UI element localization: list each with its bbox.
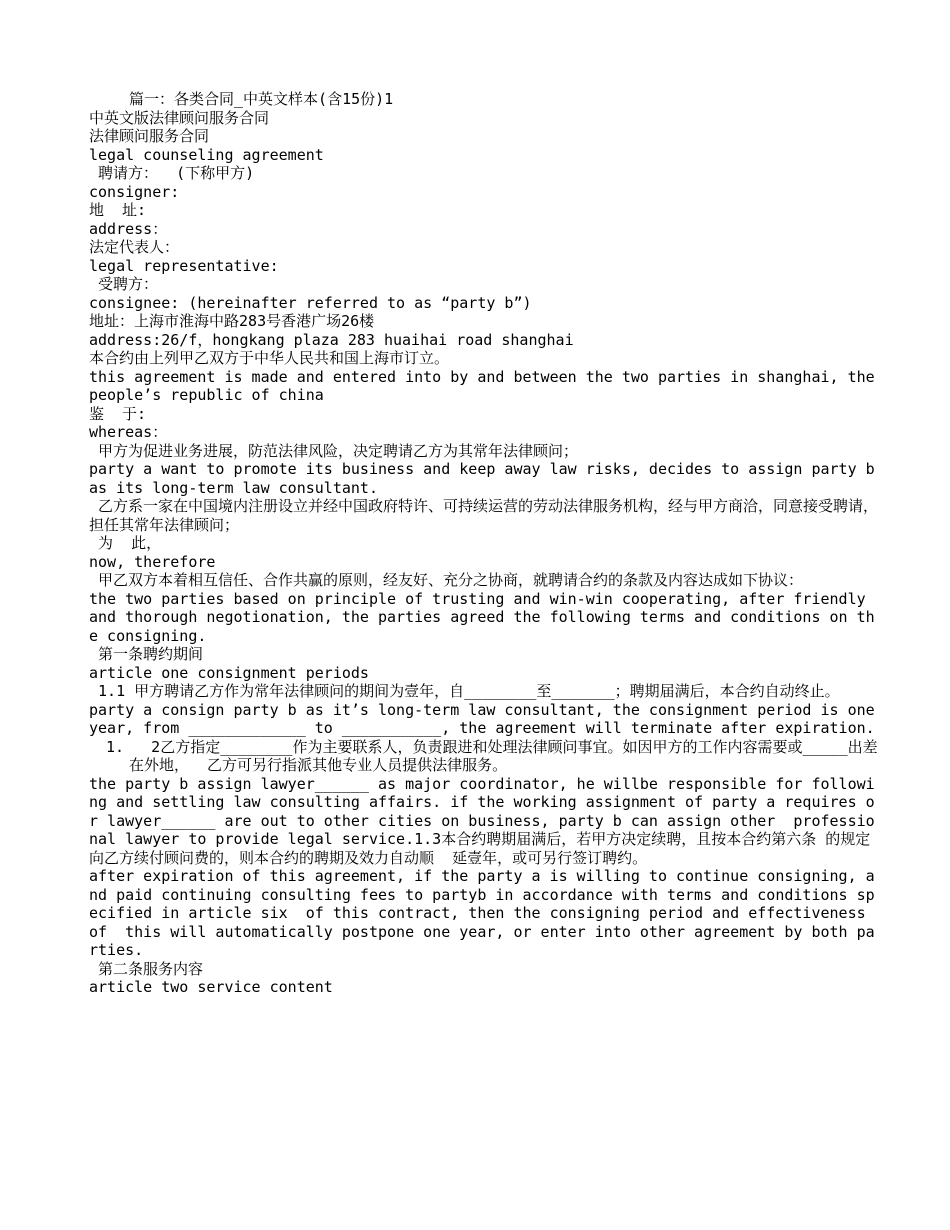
consignee-address-en: address:26/f，hongkang plaza 283 huaihai road shanghai <box>89 330 574 349</box>
contract-title-cn: 法律顾问服务合同 <box>89 127 210 145</box>
legal-rep-label-cn: 法定代表人： <box>89 238 180 256</box>
consignee-label-en: consignee: (hereinafter referred to as “party b”) <box>89 293 532 312</box>
clause-1-1-en: party a consign party b as it’s long-term law consultant, the consignment period is one year, from _____________ to ___________, the agreement will terminate after expiration. <box>89 700 884 737</box>
principle-cn: 甲乙双方本着相互信任、合作共赢的原则，经友好、充分之协商，就聘请合约的条款及内容达成如下协议： <box>89 571 804 589</box>
whereas-en: whereas： <box>89 423 168 441</box>
article-two-heading-en: article two service content <box>89 978 333 996</box>
consignee-label-cn: 受聘方： <box>89 275 159 293</box>
whereas-cn: 鉴 于: <box>89 404 147 423</box>
clause-1-2-en: the party b assign lawyer______ as major coordinator, he willbe responsible for following and settling law consulting affairs. if the working assignment of party a requires or lawyer______ are out to other cities on business, party b can assign other professional lawyer to provide legal service.1.3本合约聘期届满后，若甲方决定续聘，且按本合约第六条 的规定向乙方续付顾问费的，则本合约的聘期及效力自动顺 延壹年，或可另行签订聘约。 <box>89 774 875 867</box>
address-label-en: address： <box>89 219 168 238</box>
article-one-heading-en: article one consignment periods <box>89 663 369 682</box>
consignee-address-cn: 地址：上海市淮海中路283号香港广场26楼 <box>89 312 375 330</box>
document-heading: 篇一：各类合同_中英文样本(含15份)1 <box>129 90 394 108</box>
recital-b-cn: 乙方系一家在中国境内注册设立并经中国政府特许、可持续运营的劳动法律服务机构，经与甲方商洽，同意接受聘请，担任其常年法律顾问； <box>89 497 879 534</box>
clause-1-1-cn: 1.1 甲方聘请乙方作为常年法律顾问的期间为壹年，自________至_______；聘期届满后，本合约自动终止。 <box>89 682 840 700</box>
consigner-label-cn: 聘请方： (下称甲方) <box>89 164 255 182</box>
recital-a-cn: 甲方为促进业务进展，防范法律风险，决定聘请乙方为其常年法律顾问； <box>89 441 579 460</box>
therefore-en: now, therefore <box>89 552 216 571</box>
principle-en: the two parties based on principle of trusting and win-win cooperating, after friendly and thorough negotionation, the parties agreed the following terms and conditions on the consigning. <box>89 589 875 645</box>
clause-1-2-cn: 1. 2乙方指定________作为主要联系人，负责跟进和处理法律顾问事宜。如因甲方的工作内容需要或_____出差在外地， 乙方可另行指派其他专业人员提供法律服务。 <box>97 737 878 774</box>
address-label-cn: 地 址: <box>89 201 147 219</box>
agreement-place-cn: 本合约由上列甲乙双方于中华人民共和国上海市订立。 <box>89 349 450 367</box>
therefore-cn: 为 此， <box>89 534 162 552</box>
document-page <box>89 90 884 997</box>
consigner-label-en: consigner: <box>89 182 180 201</box>
recital-a-en: party a want to promote its business and keep away law risks, decides to assign party b as its long-term law consultant. <box>89 460 884 497</box>
contract-title-bilingual: 中英文版法律顾问服务合同 <box>89 108 270 127</box>
article-two-heading-cn: 第二条服务内容 <box>89 959 204 978</box>
article-one-heading-cn: 第一条聘约期间 <box>89 645 204 663</box>
agreement-place-en: this agreement is made and entered into by and between the two parties in shanghai, the people’s republic of china <box>89 367 884 404</box>
clause-1-3-en: after expiration of this agreement, if the party a is willing to continue consigning, and paid continuing consulting fees to partyb in accordance with terms and conditions specified in article six of this contract, then the consigning period and effectiveness of this will automatically postpone one year, or enter into other agreement by both parties. <box>89 867 875 959</box>
contract-title-en: legal counseling agreement <box>89 145 324 164</box>
legal-rep-label-en: legal representative: <box>89 256 279 275</box>
